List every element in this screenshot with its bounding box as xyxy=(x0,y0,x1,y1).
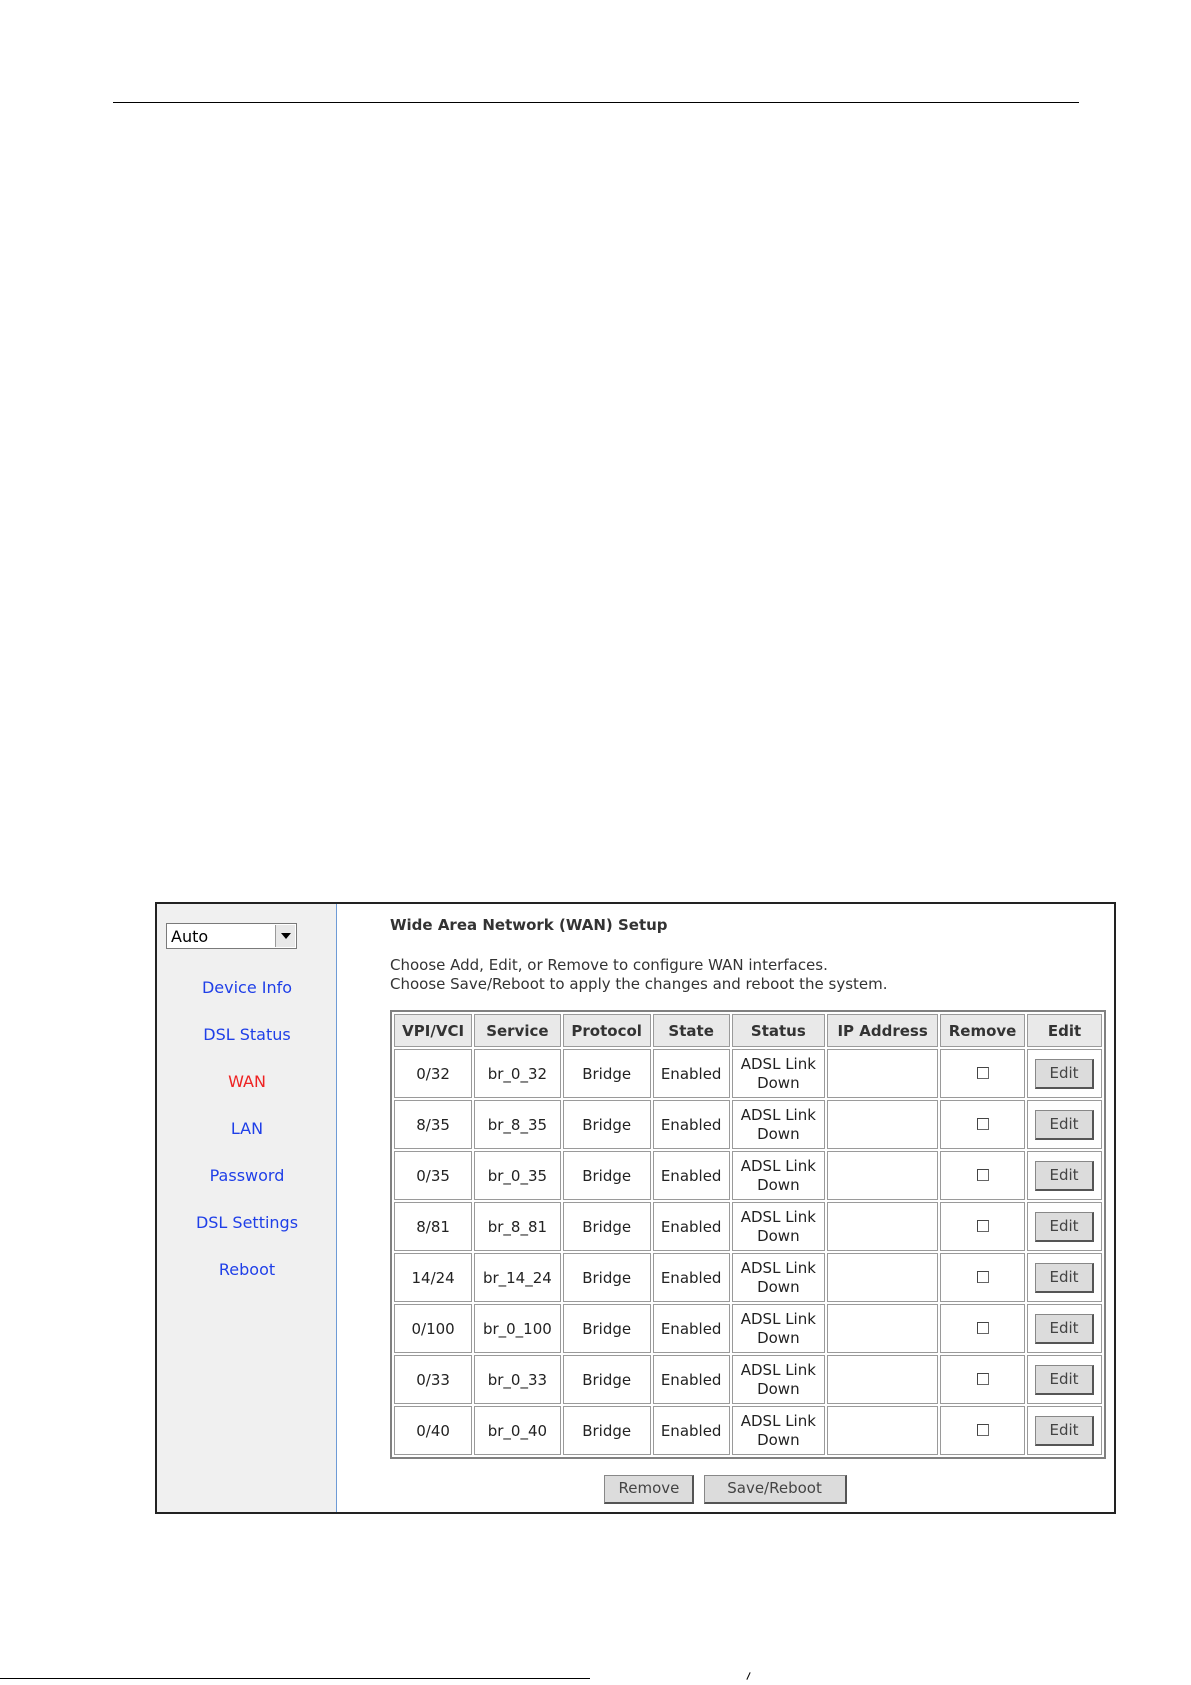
cell-status xyxy=(732,1304,826,1353)
remove-checkbox[interactable] xyxy=(977,1271,989,1283)
cell-ip-address xyxy=(827,1355,938,1404)
status-line-2: Down xyxy=(757,1073,800,1092)
sidebar-item-reboot[interactable]: Reboot xyxy=(218,1260,276,1279)
cell-service: br_8_81 xyxy=(474,1202,560,1251)
remove-button[interactable]: Remove xyxy=(604,1475,694,1504)
cell-edit xyxy=(1027,1253,1102,1302)
table-row xyxy=(394,1151,1102,1200)
column-header-protocol: Protocol xyxy=(563,1014,651,1047)
cell-ip-address xyxy=(827,1406,938,1455)
cell-status xyxy=(732,1151,826,1200)
status-line-2: Down xyxy=(757,1328,800,1347)
cell-state: Enabled xyxy=(653,1253,730,1302)
cell-remove xyxy=(940,1151,1025,1200)
table-row xyxy=(394,1049,1102,1098)
cell-vpi-vci: 0/32 xyxy=(394,1049,472,1098)
cell-ip-address xyxy=(827,1151,938,1200)
table-header-row xyxy=(394,1014,1102,1047)
remove-checkbox[interactable] xyxy=(977,1424,989,1436)
status-line-1: ADSL Link xyxy=(740,1207,816,1226)
status-line-1: ADSL Link xyxy=(740,1309,816,1328)
page-title: Wide Area Network (WAN) Setup xyxy=(390,916,668,934)
cell-service: br_0_100 xyxy=(474,1304,560,1353)
cell-ip-address xyxy=(827,1049,938,1098)
table-row xyxy=(394,1253,1102,1302)
remove-checkbox[interactable] xyxy=(977,1220,989,1232)
cell-edit xyxy=(1027,1151,1102,1200)
sidebar-item-device-info[interactable]: Device Info xyxy=(201,978,293,997)
main-content xyxy=(337,904,1114,1512)
cell-ip-address xyxy=(827,1202,938,1251)
cell-state: Enabled xyxy=(653,1355,730,1404)
cell-remove xyxy=(940,1355,1025,1404)
cell-status xyxy=(732,1100,826,1149)
cell-remove xyxy=(940,1304,1025,1353)
wan-table xyxy=(390,1010,1106,1459)
cell-edit xyxy=(1027,1202,1102,1251)
sidebar-item-dsl-settings[interactable]: DSL Settings xyxy=(195,1213,299,1232)
cell-protocol: Bridge xyxy=(563,1049,651,1098)
status-line-2: Down xyxy=(757,1430,800,1449)
sidebar-item-password[interactable]: Password xyxy=(209,1166,285,1185)
table-row xyxy=(394,1100,1102,1149)
cell-service: br_0_40 xyxy=(474,1406,560,1455)
cell-vpi-vci: 0/100 xyxy=(394,1304,472,1353)
cell-edit xyxy=(1027,1355,1102,1404)
cell-status xyxy=(732,1355,826,1404)
action-bar xyxy=(337,1475,1114,1504)
cell-service: br_0_33 xyxy=(474,1355,560,1404)
column-header-state: State xyxy=(653,1014,730,1047)
status-line-1: ADSL Link xyxy=(740,1156,816,1175)
intro-line-2: Choose Save/Reboot to apply the changes and reboot the system. xyxy=(390,975,888,993)
cell-state: Enabled xyxy=(653,1304,730,1353)
sidebar xyxy=(157,904,337,1512)
edit-button[interactable]: Edit xyxy=(1035,1110,1094,1140)
cell-edit xyxy=(1027,1304,1102,1353)
cell-protocol: Bridge xyxy=(563,1100,651,1149)
status-line-2: Down xyxy=(757,1277,800,1296)
remove-checkbox[interactable] xyxy=(977,1373,989,1385)
table-row xyxy=(394,1406,1102,1455)
edit-button[interactable]: Edit xyxy=(1035,1212,1094,1242)
cell-vpi-vci: 8/81 xyxy=(394,1202,472,1251)
cell-remove xyxy=(940,1049,1025,1098)
cell-status xyxy=(732,1253,826,1302)
cell-remove xyxy=(940,1100,1025,1149)
edit-button[interactable]: Edit xyxy=(1035,1365,1094,1395)
cell-ip-address xyxy=(827,1253,938,1302)
cell-state: Enabled xyxy=(653,1049,730,1098)
table-row xyxy=(394,1304,1102,1353)
cell-remove xyxy=(940,1202,1025,1251)
remove-checkbox[interactable] xyxy=(977,1118,989,1130)
cell-vpi-vci: 0/40 xyxy=(394,1406,472,1455)
save-reboot-button[interactable]: Save/Reboot xyxy=(704,1475,847,1504)
column-header-edit: Edit xyxy=(1027,1014,1102,1047)
cell-state: Enabled xyxy=(653,1151,730,1200)
cell-service: br_14_24 xyxy=(474,1253,560,1302)
status-line-2: Down xyxy=(757,1124,800,1143)
cell-service: br_0_32 xyxy=(474,1049,560,1098)
cell-protocol: Bridge xyxy=(563,1355,651,1404)
edit-button[interactable]: Edit xyxy=(1035,1059,1094,1089)
intro-line-1: Choose Add, Edit, or Remove to configure WAN interfaces. xyxy=(390,956,828,974)
edit-button[interactable]: Edit xyxy=(1035,1161,1094,1191)
table-row xyxy=(394,1202,1102,1251)
cell-remove xyxy=(940,1406,1025,1455)
column-header-status: Status xyxy=(732,1014,826,1047)
cell-service: br_0_35 xyxy=(474,1151,560,1200)
status-line-1: ADSL Link xyxy=(740,1105,816,1124)
cell-vpi-vci: 14/24 xyxy=(394,1253,472,1302)
chevron-down-icon[interactable] xyxy=(275,925,295,947)
cell-edit xyxy=(1027,1049,1102,1098)
cell-protocol: Bridge xyxy=(563,1304,651,1353)
mode-select-value: Auto xyxy=(171,927,209,946)
page-footer-mark xyxy=(746,1672,750,1680)
cell-service: br_8_35 xyxy=(474,1100,560,1149)
status-line-2: Down xyxy=(757,1175,800,1194)
intro-text xyxy=(390,956,888,994)
status-line-2: Down xyxy=(757,1379,800,1398)
column-header-ip-address: IP Address xyxy=(827,1014,938,1047)
cell-ip-address xyxy=(827,1100,938,1149)
status-line-1: ADSL Link xyxy=(740,1411,816,1430)
router-web-ui xyxy=(155,902,1116,1514)
remove-checkbox[interactable] xyxy=(977,1169,989,1181)
cell-protocol: Bridge xyxy=(563,1202,651,1251)
cell-state: Enabled xyxy=(653,1100,730,1149)
column-header-remove: Remove xyxy=(940,1014,1025,1047)
remove-checkbox[interactable] xyxy=(977,1322,989,1334)
cell-vpi-vci: 0/35 xyxy=(394,1151,472,1200)
column-header-vpi-vci: VPI/VCI xyxy=(394,1014,472,1047)
cell-status xyxy=(732,1406,826,1455)
remove-checkbox[interactable] xyxy=(977,1067,989,1079)
status-line-1: ADSL Link xyxy=(740,1054,816,1073)
table-row xyxy=(394,1355,1102,1404)
edit-button[interactable]: Edit xyxy=(1035,1263,1094,1293)
page-footer-rule xyxy=(0,1678,590,1679)
cell-ip-address xyxy=(827,1304,938,1353)
cell-protocol: Bridge xyxy=(563,1406,651,1455)
cell-state: Enabled xyxy=(653,1406,730,1455)
cell-protocol: Bridge xyxy=(563,1151,651,1200)
sidebar-nav xyxy=(157,976,337,1305)
cell-edit xyxy=(1027,1406,1102,1455)
cell-vpi-vci: 0/33 xyxy=(394,1355,472,1404)
cell-vpi-vci: 8/35 xyxy=(394,1100,472,1149)
sidebar-item-wan[interactable]: WAN xyxy=(228,1072,266,1091)
sidebar-item-dsl-status[interactable]: DSL Status xyxy=(203,1025,291,1044)
cell-state: Enabled xyxy=(653,1202,730,1251)
status-line-1: ADSL Link xyxy=(740,1258,816,1277)
cell-status xyxy=(732,1202,826,1251)
sidebar-item-lan[interactable]: LAN xyxy=(230,1119,264,1138)
status-line-2: Down xyxy=(757,1226,800,1245)
cell-edit xyxy=(1027,1100,1102,1149)
edit-button[interactable]: Edit xyxy=(1035,1416,1094,1446)
cell-status xyxy=(732,1049,826,1098)
status-line-1: ADSL Link xyxy=(740,1360,816,1379)
cell-protocol: Bridge xyxy=(563,1253,651,1302)
column-header-service: Service xyxy=(474,1014,560,1047)
page-header-rule xyxy=(113,102,1079,103)
edit-button[interactable]: Edit xyxy=(1035,1314,1094,1344)
cell-remove xyxy=(940,1253,1025,1302)
mode-select[interactable] xyxy=(166,923,297,949)
